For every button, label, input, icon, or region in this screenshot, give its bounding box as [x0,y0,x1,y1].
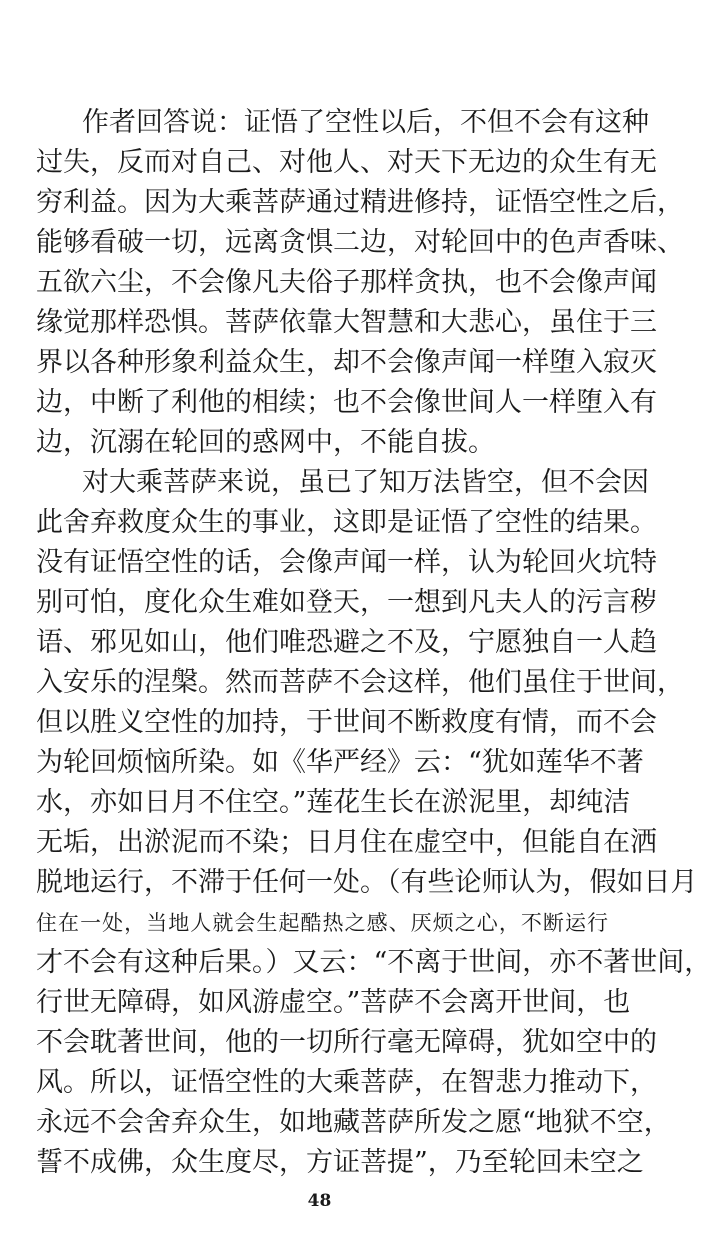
paragraph-line: 没有证悟空性的话，会像声闻一样，认为轮回火坑特 [36,547,657,578]
paragraph-line: 界以各种形象利益众生，却不会像声闻一样堕入寂灭 [36,347,657,378]
paragraph-line: 行世无障碍，如风游虚空。”菩萨不会离开世间，也 [36,987,631,1018]
paragraph-line: 穷利益。因为大乘菩萨通过精进修持，证悟空性之后， [36,187,684,218]
paragraph-line: 对大乘菩萨来说，虽已了知万法皆空，但不会因 [82,467,649,498]
paragraph-line: 边，中断了利他的相续；也不会像世间人一样堕入有 [36,387,657,418]
paragraph-line-note: 住在一处，当地人就会生起酷热之感、厌烦之心，不断运行 [36,911,608,935]
paragraph-line: 作者回答说：证悟了空性以后，不但不会有这种 [82,107,649,138]
paragraph-line: 此舍弃救度众生的事业，这即是证悟了空性的结果。 [36,507,657,538]
paragraph-line: 语、邪见如山，他们唯恐避之不及，宁愿独自一人趋 [36,627,657,658]
paragraph-line: 才不会有这种后果。）又云：“不离于世间，亦不著世间， [36,947,711,978]
paragraph-line: 缘觉那样恐惧。菩萨依靠大智慧和大悲心，虽住于三 [36,307,657,338]
paragraph-line: 永远不会舍弃众生，如地藏菩萨所发之愿“地狱不空， [36,1107,671,1138]
paragraph-line: 无垢，出淤泥而不染；日月住在虚空中，但能自在洒 [36,827,657,858]
paragraph-line: 五欲六尘，不会像凡夫俗子那样贪执，也不会像声闻 [36,267,657,298]
paragraph-line: 脱地运行，不滞于任何一处。（有些论师认为，假如日月 [36,867,698,898]
paragraph-line: 风。所以，证悟空性的大乘菩萨，在智悲力推动下， [36,1067,657,1098]
paragraph-line: 誓不成佛，众生度尽，方证菩提”，乃至轮回未空之 [36,1147,644,1178]
paragraph-line: 为轮回烦恼所染。如《华严经》云：“犹如莲华不著 [36,747,644,778]
paragraph-line: 水，亦如日月不住空。”莲花生长在淤泥里，却纯洁 [36,787,631,818]
paragraph-line: 别可怕，度化众生难如登天，一想到凡夫人的污言秽 [36,587,657,618]
paragraph-line: 但以胜义空性的加持，于世间不断救度有情，而不会 [36,707,657,738]
paragraph-line: 边，沉溺在轮回的惑网中，不能自拔。 [36,427,495,458]
paragraph-line: 过失，反而对自己、对他人、对天下无边的众生有无 [36,147,657,178]
page-number: 48 [307,1191,332,1211]
paragraph-line: 能够看破一切，远离贪惧二边，对轮回中的色声香味、 [36,227,684,258]
paragraph-line: 不会耽著世间，他的一切所行毫无障碍，犹如空中的 [36,1027,657,1058]
paragraph-line: 入安乐的涅槃。然而菩萨不会这样，他们虽住于世间， [36,667,684,698]
